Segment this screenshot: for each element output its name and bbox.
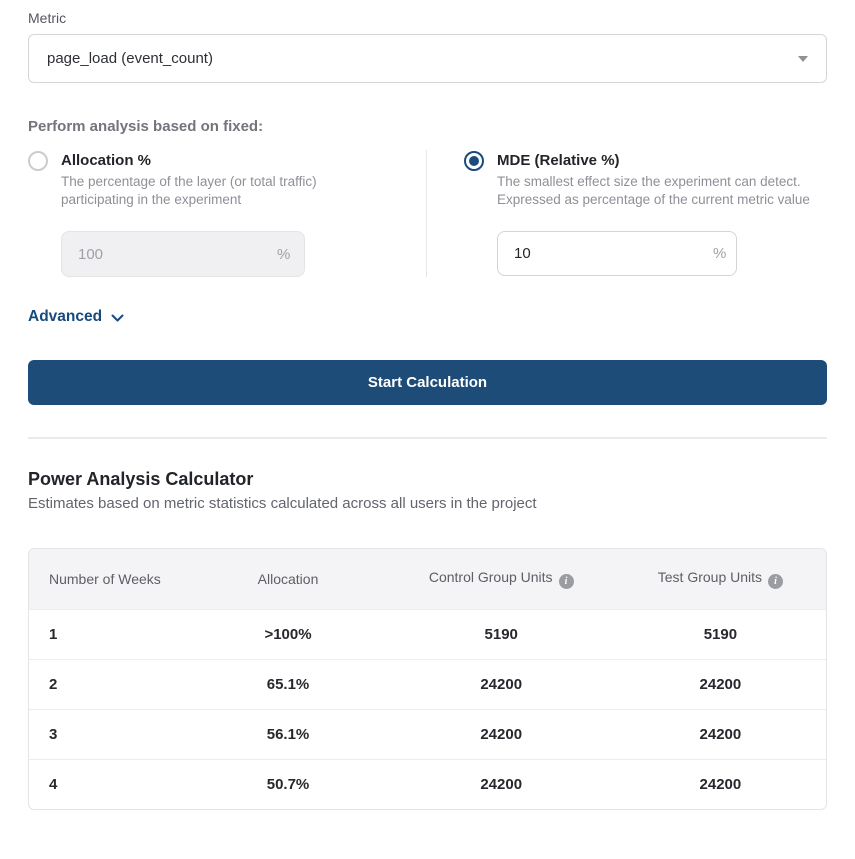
- advanced-toggle[interactable]: [28, 308, 124, 326]
- cell-weeks: 2: [29, 659, 188, 709]
- col-header-allocation: Allocation: [188, 549, 387, 609]
- table-row: [29, 659, 826, 709]
- cell-test-units: 24200: [615, 709, 826, 759]
- analysis-options: [28, 150, 827, 277]
- radio-mde[interactable]: [464, 151, 484, 171]
- metric-dropdown-value: page_load (event_count): [47, 50, 213, 67]
- metric-dropdown[interactable]: [28, 34, 827, 83]
- cell-weeks: 3: [29, 709, 188, 759]
- option-mde-description: The smallest effect size the experiment can detect. Expressed as percentage of the current metric value: [497, 174, 810, 207]
- option-allocation-title: Allocation %: [61, 152, 152, 169]
- metric-label: Metric: [28, 10, 67, 26]
- start-calculation-button[interactable]: Start Calculation: [28, 360, 827, 405]
- col-header-number-of-weeks: Number of Weeks: [29, 549, 188, 609]
- cell-control-units: 24200: [388, 759, 615, 809]
- cell-control-units: 24200: [388, 659, 615, 709]
- radio-allocation[interactable]: [28, 151, 48, 171]
- cell-weeks: 4: [29, 759, 188, 809]
- info-icon[interactable]: i: [768, 574, 783, 589]
- power-analysis-table: [28, 548, 827, 810]
- cell-allocation: 56.1%: [188, 709, 387, 759]
- mde-input[interactable]: [514, 245, 713, 262]
- mde-unit-label: %: [713, 245, 727, 262]
- allocation-unit-label: %: [277, 245, 291, 263]
- cell-test-units: 24200: [615, 759, 826, 809]
- fixed-analysis-heading: Perform analysis based on fixed:: [28, 118, 264, 135]
- mde-input-box: [497, 231, 737, 276]
- results-section-title: Power Analysis Calculator: [28, 469, 254, 489]
- chevron-down-icon: [111, 314, 124, 323]
- results-section-subtitle: Estimates based on metric statistics calculated across all users in the project: [28, 495, 537, 512]
- option-allocation: [28, 150, 426, 277]
- option-mde-title: MDE (Relative %): [497, 152, 620, 169]
- table-row: [29, 609, 826, 659]
- cell-test-units: 5190: [615, 609, 826, 659]
- col-header-control-group-units: Control Group Units i: [388, 549, 615, 609]
- cell-test-units: 24200: [615, 659, 826, 709]
- table-row: [29, 759, 826, 809]
- allocation-input: [78, 246, 277, 263]
- section-divider: [28, 437, 827, 439]
- option-allocation-description: The percentage of the layer (or total traffic) participating in the experiment: [61, 174, 317, 207]
- cell-control-units: 24200: [388, 709, 615, 759]
- cell-control-units: 5190: [388, 609, 615, 659]
- col-header-test-group-units: Test Group Units i: [615, 549, 826, 609]
- options-divider: [426, 150, 427, 277]
- chevron-down-icon: [798, 56, 808, 62]
- option-mde: [464, 150, 827, 277]
- table-header-row: [29, 549, 826, 609]
- advanced-label: Advanced: [28, 308, 103, 325]
- table-row: [29, 709, 826, 759]
- cell-allocation: >100%: [188, 609, 387, 659]
- cell-allocation: 50.7%: [188, 759, 387, 809]
- cell-weeks: 1: [29, 609, 188, 659]
- cell-allocation: 65.1%: [188, 659, 387, 709]
- allocation-input-box: [61, 231, 305, 277]
- info-icon[interactable]: i: [559, 574, 574, 589]
